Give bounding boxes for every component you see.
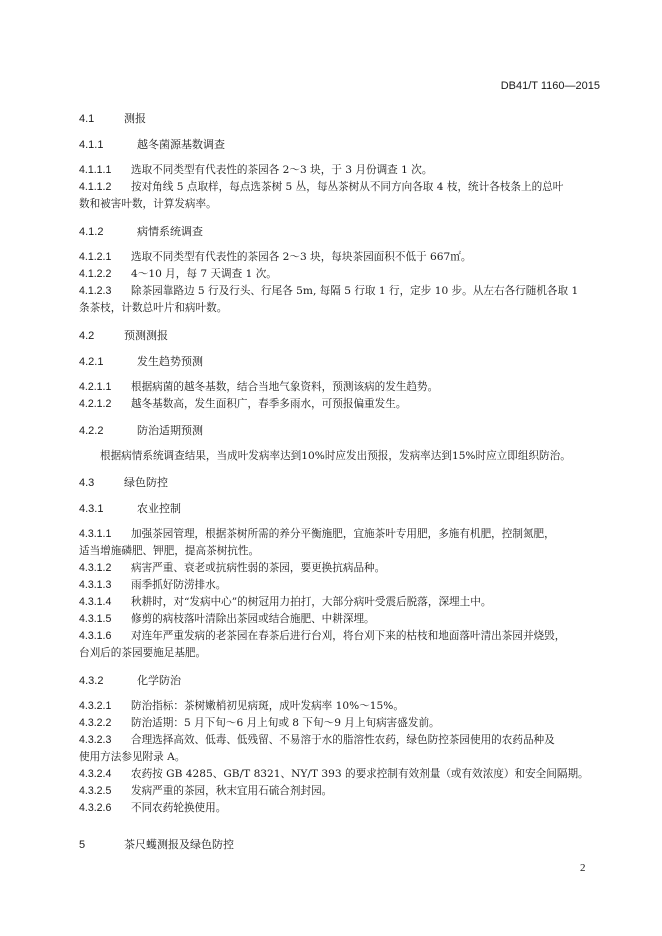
section-heading — [79, 327, 168, 343]
section-heading — [79, 223, 203, 239]
clause-text: 对连年严重发病的老茶园在春茶后进行台刈，将台刈下来的枯枝和地面落叶清出茶园并烧毁， — [131, 630, 566, 642]
section-number: 4.1 — [79, 113, 95, 125]
clause-text-continuation: 适当增施磷肥、钾肥，提高茶树抗性。 — [79, 545, 260, 557]
section-heading — [79, 422, 203, 438]
clause-text: 4～10 月，每 7 天调查 1 次。 — [131, 268, 277, 280]
clause-number: 4.1.2.3 — [79, 285, 112, 297]
clause-text: 雨季抓好防涝排水。 — [131, 579, 227, 591]
clause-paragraph — [79, 526, 601, 560]
section-title: 防治适期预测 — [137, 424, 203, 437]
clause-number: 4.3.2.4 — [79, 768, 112, 780]
clause-text: 发病严重的茶园，秋末宜用石硫合剂封园。 — [131, 785, 333, 797]
clause-number: 4.1.1.2 — [79, 181, 112, 193]
clause-number: 4.2.1.2 — [79, 398, 112, 410]
clause-paragraph — [79, 611, 601, 628]
clause-paragraph — [79, 162, 601, 179]
clause-number: 4.1.2.1 — [79, 251, 112, 263]
clause-text: 防治适期：5 月下旬～6 月上旬或 8 下旬～9 月上旬病害盛发前。 — [131, 717, 440, 729]
clause-number: 4.1.1.1 — [79, 164, 112, 176]
clause-number: 4.3.2.3 — [79, 734, 112, 746]
clause-text: 按对角线 5 点取样，每点选茶树 5 丛，每丛茶树从不同方向各取 4 枝，统计各枝条上的总叶 — [131, 181, 564, 193]
clause-paragraph — [79, 179, 601, 213]
section-title: 越冬菌源基数调查 — [137, 138, 225, 151]
clause-paragraph — [79, 715, 601, 732]
section-heading — [79, 353, 203, 369]
section-heading — [79, 474, 168, 490]
section-heading — [79, 136, 225, 152]
section-number: 4.2.2 — [79, 425, 104, 437]
section-number: 4.1.2 — [79, 226, 104, 238]
section-heading — [79, 672, 181, 688]
clause-paragraph — [79, 732, 601, 766]
clause-number: 4.3.1.2 — [79, 562, 112, 574]
indented-paragraph: 根据病情系统调查结果，当成叶发病率达到10%时应发出预报，发病率达到15%时应立即组织防治。 — [100, 450, 571, 462]
clause-paragraph — [79, 266, 601, 283]
clause-text-continuation: 使用方法参见附录 A。 — [79, 751, 186, 763]
section-heading — [79, 110, 146, 126]
section-number: 4.1.1 — [79, 139, 104, 151]
clause-number: 4.3.2.6 — [79, 802, 112, 814]
section-title: 发生趋势预测 — [137, 355, 203, 368]
clause-paragraph — [79, 396, 601, 413]
section-number: 5 — [79, 839, 86, 851]
section-number: 4.2 — [79, 330, 95, 342]
document-code-header: DB41/T 1160—2015 — [500, 80, 600, 92]
clause-text: 选取不同类型有代表性的茶园各 2～3 块，于 3 月份调查 1 次。 — [131, 164, 433, 176]
clause-number: 4.3.1.5 — [79, 613, 112, 625]
clause-paragraph — [79, 577, 601, 594]
section-number: 4.3 — [79, 477, 95, 489]
clause-text: 修剪的病枝落叶清除出茶园或结合施肥、中耕深埋。 — [131, 613, 375, 625]
clause-text-continuation: 条茶枝，计数总叶片和病叶数。 — [79, 302, 228, 314]
section-heading — [79, 836, 234, 852]
clause-number: 4.3.1.1 — [79, 528, 112, 540]
section-number: 4.3.1 — [79, 503, 104, 515]
clause-text: 根据病菌的越冬基数，结合当地气象资料，预测该病的发生趋势。 — [131, 381, 439, 393]
clause-text: 选取不同类型有代表性的茶园各 2～3 块，每块茶园面积不低于 667㎡。 — [131, 251, 472, 263]
clause-text: 合理选择高效、低毒、低残留、不易溶于水的脂溶性农药，绿色防控茶园使用的农药品种及 — [131, 734, 555, 746]
clause-number: 4.1.2.2 — [79, 268, 112, 280]
clause-paragraph — [79, 628, 601, 662]
clause-number: 4.3.1.3 — [79, 579, 112, 591]
clause-paragraph — [79, 249, 601, 266]
clause-paragraph — [79, 783, 601, 800]
section-title: 茶尺蠖测报及绿色防控 — [124, 838, 234, 851]
clause-text: 病害严重、衰老或抗病性弱的茶园，要更换抗病品种。 — [131, 562, 386, 574]
section-heading — [79, 500, 181, 516]
clause-number: 4.3.2.1 — [79, 700, 112, 712]
clause-number: 4.3.1.4 — [79, 596, 112, 608]
clause-number: 4.3.2.5 — [79, 785, 112, 797]
clause-text: 除茶园靠路边 5 行及行头、行尾各 5m, 每隔 5 行取 1 行，定步 10 步。从左右各行随机各取 1 — [131, 285, 579, 297]
clause-text: 秋耕时，对“发病中心”的树冠用力拍打，大部分病叶受震后脱落，深埋土中。 — [131, 596, 492, 608]
section-title: 化学防治 — [137, 674, 181, 687]
section-title: 农业控制 — [137, 502, 181, 515]
clause-text: 不同农药轮换使用。 — [131, 802, 227, 814]
section-number: 4.2.1 — [79, 356, 104, 368]
clause-paragraph — [79, 560, 601, 577]
clause-paragraph — [79, 766, 601, 783]
clause-paragraph — [79, 283, 601, 317]
section-title: 测报 — [124, 112, 146, 125]
clause-text-continuation: 台刈后的茶园要施足基肥。 — [79, 647, 207, 659]
clause-paragraph — [79, 379, 601, 396]
page-number: 2 — [580, 862, 586, 874]
clause-text: 加强茶园管理，根据茶树所需的养分平衡施肥，宜施茶叶专用肥，多施有机肥，控制氮肥， — [131, 528, 555, 540]
clause-text: 农药按 GB 4285、GB/T 8321、NY/T 393 的要求控制有效剂量（或有效浓度）和安全间隔期。 — [131, 768, 589, 780]
clause-text: 防治指标：茶树嫩梢初见病斑，成叶发病率 10%～15%。 — [131, 700, 404, 712]
clause-number: 4.3.1.6 — [79, 630, 112, 642]
section-title: 病情系统调查 — [137, 225, 203, 238]
clause-text-continuation: 数和被害叶数，计算发病率。 — [79, 198, 217, 210]
clause-number: 4.3.2.2 — [79, 717, 112, 729]
clause-number: 4.2.1.1 — [79, 381, 112, 393]
clause-paragraph — [79, 594, 601, 611]
clause-paragraph — [79, 800, 601, 817]
clause-text: 越冬基数高，发生面积广，春季多雨水，可预报偏重发生。 — [131, 398, 407, 410]
section-title: 预测测报 — [124, 329, 168, 342]
section-title: 绿色防控 — [124, 476, 168, 489]
clause-paragraph — [79, 698, 601, 715]
section-number: 4.3.2 — [79, 675, 104, 687]
